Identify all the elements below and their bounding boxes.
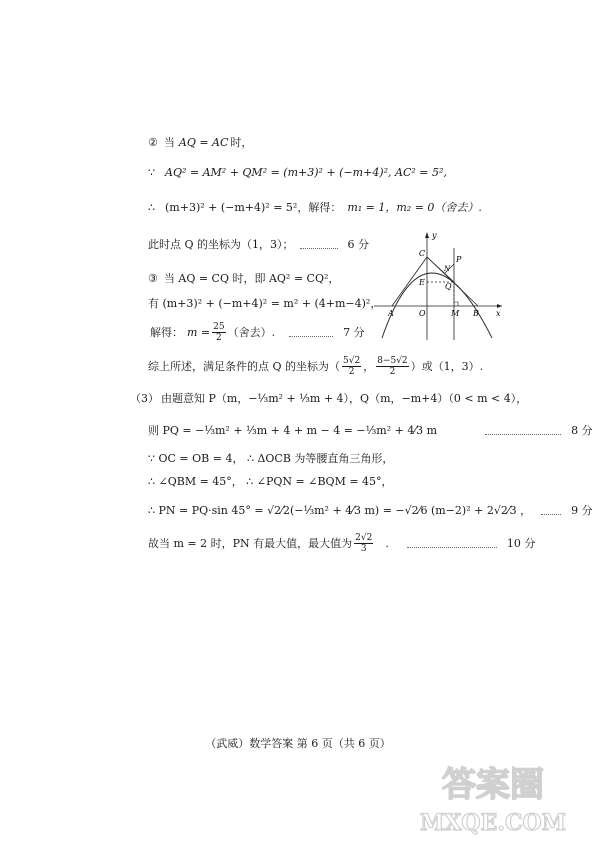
part3-max-den: 3 — [360, 544, 367, 554]
part3-line2-text: 则 PQ = −⅓m² + ⅓m + 4 + m − 4 = −⅓m² + 4⁄3 m — [148, 424, 438, 437]
summary-frac-1-den: 2 — [348, 367, 355, 377]
case3-sol-suffix: （舍去）. — [227, 325, 276, 339]
dotted-leader — [289, 328, 333, 337]
summary-frac-2-num: 8−5√2 — [377, 356, 408, 366]
part3-line3-text: ∵ OC = OB = 4， ∴ ΔOCB 为等腰直角三角形， — [148, 452, 394, 465]
watermark-cn: 答案圈 — [442, 765, 544, 805]
case2-eq2-text: (m+3)² + (−m+4)² = 5²，解得： — [165, 201, 342, 214]
part3-line4 — [148, 475, 393, 488]
case2-equation — [148, 166, 447, 179]
score-6: 6 分 — [347, 238, 370, 251]
label-o: O — [419, 309, 426, 318]
case3-marker: ③ — [148, 272, 158, 285]
summary-prefix: 综上所述，满足条件的点 Q 的坐标为（ — [148, 359, 341, 373]
part3-line6-suffix: . — [385, 536, 389, 550]
case3-sol-prefix: 解得： — [150, 325, 183, 339]
because-symbol: ∵ — [148, 166, 155, 179]
summary-comma: ， — [363, 359, 375, 373]
summary-suffix: ）或（1，3）. — [410, 359, 484, 373]
label-e: E — [419, 278, 425, 287]
case3-equation — [148, 297, 381, 310]
case2-conclusion-text: 此时点 Q 的坐标为（1，3）； — [148, 238, 294, 251]
label-n: N — [444, 265, 451, 273]
right-angle-mark — [454, 302, 458, 306]
case3-heading — [148, 272, 339, 285]
summary-frac-1-num: 5√2 — [343, 356, 361, 366]
case2-time: 时， — [230, 136, 253, 149]
case3-frac-num: 25 — [213, 322, 225, 332]
case2-heading — [148, 136, 252, 149]
case3-text: 当 AQ = CQ 时，即 AQ² = CQ²， — [163, 272, 340, 285]
case2-marker: ② — [148, 136, 158, 149]
part3-line5-text: ∴ PN = PQ·sin 45° = √2⁄2(−⅓m² + 4⁄3 m) = −√2⁄6 (m−2)² + 2√2⁄3 ， — [148, 504, 532, 517]
dotted-leader — [407, 539, 497, 548]
watermark-en: MXQE.COM — [419, 810, 567, 835]
label-a: A — [388, 309, 394, 318]
summary-frac-2 — [376, 356, 408, 377]
dotted-leader — [485, 426, 561, 435]
dotted-leader — [300, 240, 338, 249]
case3-fraction — [212, 322, 225, 343]
part3-line2 — [148, 424, 593, 437]
y-axis-arrow — [425, 232, 429, 238]
case2-solution: m₁ = 1，m₂ = 0（舍去）. — [347, 201, 482, 214]
case2-eq-text: AQ² = AM² + QM² = (m+3)² + (−m+4)², AC² = 5², — [165, 166, 447, 179]
part3-line6 — [148, 533, 535, 554]
part3-line1-text: 由题意知 P（m，−⅓m² + ⅓m + 4），Q（m，−m+4）（0 < m < 4）， — [161, 392, 528, 405]
case2-conclusion — [148, 238, 369, 251]
part3-line1 — [130, 392, 527, 405]
x-axis-arrow — [497, 304, 502, 308]
score-9: 9 分 — [571, 504, 593, 517]
part3-max-num: 2√2 — [355, 533, 373, 543]
label-q: Q — [445, 282, 452, 291]
label-x: x — [496, 309, 501, 318]
parabola-curve — [382, 273, 492, 338]
case2-solve — [148, 201, 482, 214]
label-y: y — [432, 231, 437, 240]
label-p: P — [456, 255, 462, 264]
case3-solution — [150, 322, 365, 343]
dotted-leader — [541, 506, 561, 515]
page-footer: （武威）数学答案 第 6 页（共 6 页） — [205, 737, 391, 750]
case3-frac-den: 2 — [216, 333, 222, 343]
label-b: B — [473, 309, 479, 318]
score-8: 8 分 — [571, 424, 593, 437]
score-7: 7 分 — [343, 325, 365, 339]
summary-frac-2-den: 2 — [389, 367, 396, 377]
therefore-symbol: ∴ — [148, 201, 155, 214]
part3-line5 — [148, 504, 593, 517]
label-c: C — [419, 249, 426, 258]
case2-when: 当 — [163, 136, 175, 149]
summary-line — [148, 356, 483, 377]
case2-condition: AQ = AC — [178, 136, 229, 149]
part3-line3 — [148, 452, 393, 465]
part3-label: （3） — [130, 392, 159, 405]
watermark-logo — [408, 760, 578, 835]
case3-eq-text: 有 (m+3)² + (−m+4)² = m² + (4+m−4)²， — [148, 297, 382, 310]
summary-frac-1 — [342, 356, 361, 377]
case3-sol-m: m = — [187, 325, 211, 339]
parabola-figure — [372, 228, 507, 346]
part3-line4-text: ∴ ∠QBM = 45°， ∴ ∠PQN = ∠BQM = 45°， — [148, 475, 393, 488]
part3-line6-prefix: 故当 m = 2 时，PN 有最大值，最大值为 — [148, 536, 353, 550]
part3-max-fraction — [354, 533, 373, 554]
score-10: 10 分 — [506, 536, 536, 550]
label-m: M — [451, 309, 460, 318]
